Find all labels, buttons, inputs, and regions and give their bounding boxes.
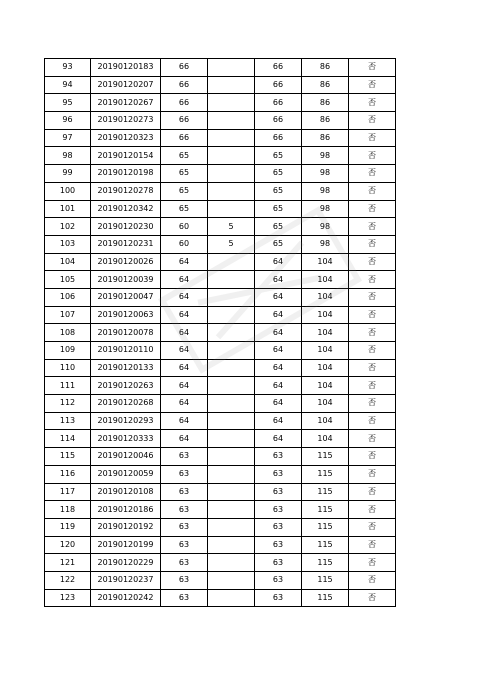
- written-score-cell: 64: [161, 271, 208, 289]
- table-row: [45, 147, 396, 165]
- table-row: [45, 200, 396, 218]
- bonus-cell: [208, 571, 255, 589]
- table-row: [45, 342, 396, 360]
- bonus-cell: [208, 483, 255, 501]
- rank-cell: 98: [45, 147, 91, 165]
- exam-id-cell: 20190120230: [91, 218, 161, 236]
- rank-cell: 111: [45, 377, 91, 395]
- status-cell: 否: [349, 59, 396, 77]
- written-score-cell: 64: [161, 377, 208, 395]
- status-cell: 否: [349, 518, 396, 536]
- bonus-cell: [208, 200, 255, 218]
- position-cell: 104: [302, 412, 349, 430]
- bonus-cell: [208, 253, 255, 271]
- position-cell: 115: [302, 589, 349, 607]
- written-score-cell: 63: [161, 536, 208, 554]
- rank-cell: 101: [45, 200, 91, 218]
- status-cell: 否: [349, 288, 396, 306]
- exam-id-cell: 20190120242: [91, 589, 161, 607]
- written-score-cell: 64: [161, 359, 208, 377]
- total-score-cell: 66: [255, 94, 302, 112]
- status-cell: 否: [349, 342, 396, 360]
- bonus-cell: [208, 94, 255, 112]
- total-score-cell: 64: [255, 430, 302, 448]
- table-row: [45, 501, 396, 519]
- position-cell: 104: [302, 395, 349, 413]
- total-score-cell: 64: [255, 412, 302, 430]
- exam-id-cell: 20190120199: [91, 536, 161, 554]
- rank-cell: 110: [45, 359, 91, 377]
- exam-id-cell: 20190120026: [91, 253, 161, 271]
- table-row: [45, 76, 396, 94]
- total-score-cell: 64: [255, 395, 302, 413]
- status-cell: 否: [349, 483, 396, 501]
- bonus-cell: 5: [208, 235, 255, 253]
- total-score-cell: 64: [255, 324, 302, 342]
- rank-cell: 104: [45, 253, 91, 271]
- rank-cell: 118: [45, 501, 91, 519]
- rank-cell: 112: [45, 395, 91, 413]
- bonus-cell: [208, 377, 255, 395]
- total-score-cell: 64: [255, 359, 302, 377]
- written-score-cell: 64: [161, 253, 208, 271]
- table-row: [45, 412, 396, 430]
- position-cell: 86: [302, 112, 349, 130]
- rank-cell: 113: [45, 412, 91, 430]
- total-score-cell: 64: [255, 253, 302, 271]
- exam-id-cell: 20190120342: [91, 200, 161, 218]
- bonus-cell: [208, 412, 255, 430]
- exam-id-cell: 20190120273: [91, 112, 161, 130]
- exam-id-cell: 20190120207: [91, 76, 161, 94]
- status-cell: 否: [349, 94, 396, 112]
- exam-id-cell: 20190120323: [91, 129, 161, 147]
- rank-cell: 102: [45, 218, 91, 236]
- exam-id-cell: 20190120293: [91, 412, 161, 430]
- bonus-cell: [208, 501, 255, 519]
- position-cell: 104: [302, 430, 349, 448]
- bonus-cell: [208, 465, 255, 483]
- exam-id-cell: 20190120108: [91, 483, 161, 501]
- exam-id-cell: 20190120063: [91, 306, 161, 324]
- position-cell: 115: [302, 465, 349, 483]
- bonus-cell: [208, 288, 255, 306]
- position-cell: 104: [302, 288, 349, 306]
- exam-id-cell: 20190120039: [91, 271, 161, 289]
- bonus-cell: [208, 306, 255, 324]
- exam-id-cell: 20190120278: [91, 182, 161, 200]
- written-score-cell: 60: [161, 218, 208, 236]
- total-score-cell: 66: [255, 59, 302, 77]
- position-cell: 104: [302, 253, 349, 271]
- written-score-cell: 63: [161, 518, 208, 536]
- written-score-cell: 63: [161, 448, 208, 466]
- rank-cell: 122: [45, 571, 91, 589]
- rank-cell: 99: [45, 165, 91, 183]
- position-cell: 104: [302, 377, 349, 395]
- exam-id-cell: 20190120154: [91, 147, 161, 165]
- status-cell: 否: [349, 112, 396, 130]
- total-score-cell: 66: [255, 112, 302, 130]
- rank-cell: 100: [45, 182, 91, 200]
- total-score-cell: 64: [255, 271, 302, 289]
- total-score-cell: 63: [255, 554, 302, 572]
- written-score-cell: 63: [161, 501, 208, 519]
- table-body: [45, 59, 396, 607]
- position-cell: 86: [302, 94, 349, 112]
- position-cell: 98: [302, 165, 349, 183]
- position-cell: 104: [302, 359, 349, 377]
- bonus-cell: [208, 589, 255, 607]
- written-score-cell: 64: [161, 306, 208, 324]
- position-cell: 115: [302, 554, 349, 572]
- status-cell: 否: [349, 129, 396, 147]
- score-table: [44, 58, 396, 607]
- total-score-cell: 65: [255, 182, 302, 200]
- bonus-cell: 5: [208, 218, 255, 236]
- exam-id-cell: 20190120237: [91, 571, 161, 589]
- position-cell: 115: [302, 501, 349, 519]
- bonus-cell: [208, 129, 255, 147]
- status-cell: 否: [349, 465, 396, 483]
- rank-cell: 107: [45, 306, 91, 324]
- status-cell: 否: [349, 147, 396, 165]
- table-row: [45, 288, 396, 306]
- rank-cell: 114: [45, 430, 91, 448]
- bonus-cell: [208, 59, 255, 77]
- status-cell: 否: [349, 430, 396, 448]
- rank-cell: 97: [45, 129, 91, 147]
- written-score-cell: 66: [161, 129, 208, 147]
- exam-id-cell: 20190120133: [91, 359, 161, 377]
- written-score-cell: 64: [161, 288, 208, 306]
- total-score-cell: 63: [255, 501, 302, 519]
- status-cell: 否: [349, 200, 396, 218]
- bonus-cell: [208, 395, 255, 413]
- table-row: [45, 235, 396, 253]
- total-score-cell: 64: [255, 342, 302, 360]
- table-row: [45, 589, 396, 607]
- status-cell: 否: [349, 554, 396, 572]
- bonus-cell: [208, 536, 255, 554]
- exam-id-cell: 20190120229: [91, 554, 161, 572]
- total-score-cell: 64: [255, 377, 302, 395]
- status-cell: 否: [349, 306, 396, 324]
- total-score-cell: 65: [255, 200, 302, 218]
- rank-cell: 105: [45, 271, 91, 289]
- total-score-cell: 63: [255, 536, 302, 554]
- written-score-cell: 60: [161, 235, 208, 253]
- status-cell: 否: [349, 218, 396, 236]
- bonus-cell: [208, 448, 255, 466]
- total-score-cell: 66: [255, 129, 302, 147]
- position-cell: 115: [302, 571, 349, 589]
- table-row: [45, 359, 396, 377]
- total-score-cell: 64: [255, 306, 302, 324]
- table-row: [45, 129, 396, 147]
- rank-cell: 96: [45, 112, 91, 130]
- exam-id-cell: 20190120267: [91, 94, 161, 112]
- table-row: [45, 536, 396, 554]
- written-score-cell: 66: [161, 94, 208, 112]
- written-score-cell: 64: [161, 412, 208, 430]
- bonus-cell: [208, 518, 255, 536]
- position-cell: 115: [302, 483, 349, 501]
- status-cell: 否: [349, 182, 396, 200]
- exam-id-cell: 20190120192: [91, 518, 161, 536]
- table-row: [45, 395, 396, 413]
- rank-cell: 94: [45, 76, 91, 94]
- status-cell: 否: [349, 589, 396, 607]
- bonus-cell: [208, 182, 255, 200]
- status-cell: 否: [349, 501, 396, 519]
- rank-cell: 109: [45, 342, 91, 360]
- status-cell: 否: [349, 165, 396, 183]
- exam-id-cell: 20190120047: [91, 288, 161, 306]
- table-row: [45, 182, 396, 200]
- table-row: [45, 448, 396, 466]
- position-cell: 98: [302, 218, 349, 236]
- written-score-cell: 65: [161, 165, 208, 183]
- bonus-cell: [208, 554, 255, 572]
- exam-id-cell: 20190120333: [91, 430, 161, 448]
- position-cell: 98: [302, 235, 349, 253]
- position-cell: 115: [302, 448, 349, 466]
- written-score-cell: 64: [161, 324, 208, 342]
- written-score-cell: 66: [161, 76, 208, 94]
- status-cell: 否: [349, 76, 396, 94]
- table-row: [45, 165, 396, 183]
- written-score-cell: 63: [161, 554, 208, 572]
- written-score-cell: 66: [161, 59, 208, 77]
- exam-id-cell: 20190120186: [91, 501, 161, 519]
- position-cell: 104: [302, 342, 349, 360]
- table-row: [45, 271, 396, 289]
- position-cell: 86: [302, 129, 349, 147]
- table-row: [45, 253, 396, 271]
- status-cell: 否: [349, 377, 396, 395]
- rank-cell: 116: [45, 465, 91, 483]
- position-cell: 86: [302, 76, 349, 94]
- bonus-cell: [208, 147, 255, 165]
- written-score-cell: 65: [161, 147, 208, 165]
- total-score-cell: 63: [255, 448, 302, 466]
- bonus-cell: [208, 324, 255, 342]
- table-row: [45, 306, 396, 324]
- status-cell: 否: [349, 271, 396, 289]
- status-cell: 否: [349, 235, 396, 253]
- bonus-cell: [208, 76, 255, 94]
- table-row: [45, 518, 396, 536]
- rank-cell: 119: [45, 518, 91, 536]
- total-score-cell: 65: [255, 165, 302, 183]
- position-cell: 98: [302, 182, 349, 200]
- table-row: [45, 483, 396, 501]
- table-row: [45, 324, 396, 342]
- exam-id-cell: 20190120231: [91, 235, 161, 253]
- bonus-cell: [208, 112, 255, 130]
- exam-id-cell: 20190120110: [91, 342, 161, 360]
- total-score-cell: 65: [255, 147, 302, 165]
- written-score-cell: 66: [161, 112, 208, 130]
- rank-cell: 95: [45, 94, 91, 112]
- rank-cell: 103: [45, 235, 91, 253]
- status-cell: 否: [349, 536, 396, 554]
- exam-id-cell: 20190120198: [91, 165, 161, 183]
- exam-id-cell: 20190120183: [91, 59, 161, 77]
- score-sheet: [44, 58, 396, 607]
- position-cell: 104: [302, 306, 349, 324]
- status-cell: 否: [349, 571, 396, 589]
- rank-cell: 123: [45, 589, 91, 607]
- exam-id-cell: 20190120268: [91, 395, 161, 413]
- rank-cell: 120: [45, 536, 91, 554]
- written-score-cell: 63: [161, 589, 208, 607]
- table-row: [45, 94, 396, 112]
- total-score-cell: 63: [255, 589, 302, 607]
- written-score-cell: 64: [161, 342, 208, 360]
- rank-cell: 106: [45, 288, 91, 306]
- status-cell: 否: [349, 395, 396, 413]
- table-row: [45, 112, 396, 130]
- total-score-cell: 65: [255, 235, 302, 253]
- table-row: [45, 465, 396, 483]
- total-score-cell: 65: [255, 218, 302, 236]
- bonus-cell: [208, 342, 255, 360]
- table-row: [45, 377, 396, 395]
- total-score-cell: 63: [255, 465, 302, 483]
- position-cell: 86: [302, 59, 349, 77]
- rank-cell: 121: [45, 554, 91, 572]
- written-score-cell: 65: [161, 182, 208, 200]
- written-score-cell: 64: [161, 430, 208, 448]
- rank-cell: 115: [45, 448, 91, 466]
- table-row: [45, 430, 396, 448]
- table-row: [45, 571, 396, 589]
- total-score-cell: 66: [255, 76, 302, 94]
- rank-cell: 108: [45, 324, 91, 342]
- status-cell: 否: [349, 359, 396, 377]
- exam-id-cell: 20190120078: [91, 324, 161, 342]
- status-cell: 否: [349, 324, 396, 342]
- position-cell: 115: [302, 518, 349, 536]
- rank-cell: 93: [45, 59, 91, 77]
- position-cell: 104: [302, 271, 349, 289]
- table-row: [45, 59, 396, 77]
- bonus-cell: [208, 359, 255, 377]
- position-cell: 104: [302, 324, 349, 342]
- rank-cell: 117: [45, 483, 91, 501]
- total-score-cell: 63: [255, 518, 302, 536]
- exam-id-cell: 20190120059: [91, 465, 161, 483]
- written-score-cell: 65: [161, 200, 208, 218]
- written-score-cell: 64: [161, 395, 208, 413]
- position-cell: 98: [302, 200, 349, 218]
- position-cell: 115: [302, 536, 349, 554]
- written-score-cell: 63: [161, 465, 208, 483]
- position-cell: 98: [302, 147, 349, 165]
- exam-id-cell: 20190120046: [91, 448, 161, 466]
- exam-id-cell: 20190120263: [91, 377, 161, 395]
- bonus-cell: [208, 165, 255, 183]
- table-row: [45, 554, 396, 572]
- bonus-cell: [208, 271, 255, 289]
- bonus-cell: [208, 430, 255, 448]
- status-cell: 否: [349, 412, 396, 430]
- total-score-cell: 63: [255, 571, 302, 589]
- total-score-cell: 63: [255, 483, 302, 501]
- table-row: [45, 218, 396, 236]
- written-score-cell: 63: [161, 483, 208, 501]
- total-score-cell: 64: [255, 288, 302, 306]
- status-cell: 否: [349, 448, 396, 466]
- status-cell: 否: [349, 253, 396, 271]
- written-score-cell: 63: [161, 571, 208, 589]
